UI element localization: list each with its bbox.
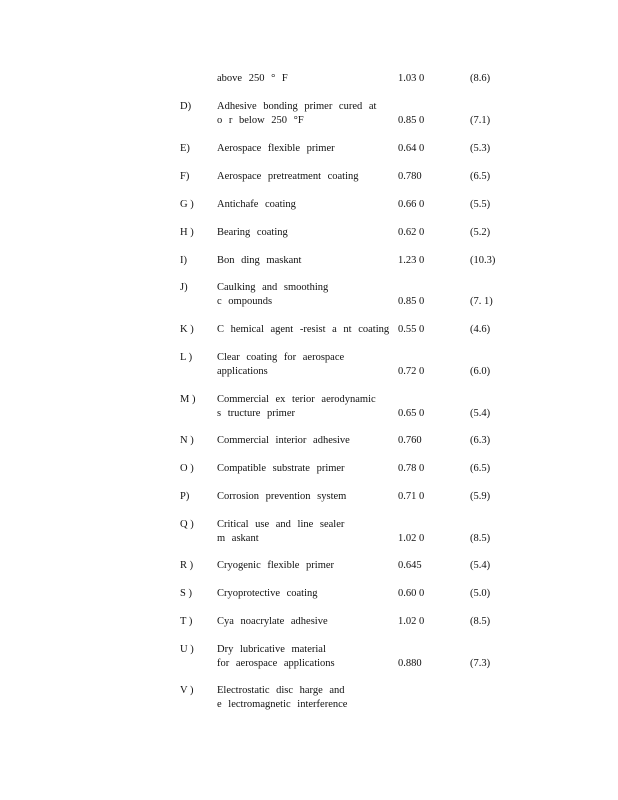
row-description: [217, 72, 387, 86]
description-line: Bon ding maskant: [217, 255, 302, 266]
description-line: for aerospace applications: [217, 658, 335, 669]
row-paren-value: (5.9): [470, 491, 491, 502]
row-paren-value: (6.5): [470, 171, 491, 182]
description-line: m askant: [217, 533, 259, 544]
row-letter: D): [180, 101, 192, 112]
description-line: Dry lubricative material: [217, 644, 326, 655]
description-line: Commercial interior adhesive: [217, 435, 350, 446]
row-description: [217, 434, 387, 448]
row-paren-value: (6.3): [470, 435, 491, 446]
row-paren-value: (7.3): [470, 658, 491, 669]
row-value: 0.65 0: [398, 408, 425, 419]
row-paren-value: (5.3): [470, 143, 491, 154]
description-line: c ompounds: [217, 296, 273, 307]
description-line: Corrosion prevention system: [217, 491, 347, 502]
row-letter: M ): [180, 394, 196, 405]
row-letter: V ): [180, 685, 194, 696]
row-description: [217, 615, 387, 629]
row-letter: G ): [180, 199, 194, 210]
row-description: [217, 490, 387, 504]
description-line: o r below 250 °F: [217, 115, 304, 126]
row-value: 0.85 0: [398, 115, 425, 126]
row-paren-value: (5.2): [470, 227, 491, 238]
row-paren-value: (7.1): [470, 115, 491, 126]
description-line: Commercial ex terior aerodynamic: [217, 394, 376, 405]
row-paren-value: (8.5): [470, 616, 491, 627]
row-letter: N ): [180, 435, 194, 446]
row-description: [217, 643, 387, 671]
description-line: Aerospace pretreatment coating: [217, 171, 359, 182]
row-paren-value: (10.3): [470, 255, 496, 266]
row-letter: O ): [180, 463, 194, 474]
description-line: applications: [217, 366, 268, 377]
row-value: 0.780: [398, 171, 422, 182]
row-description: [217, 323, 390, 337]
row-value: 0.78 0: [398, 463, 425, 474]
row-description: [217, 684, 387, 712]
description-line: C hemical agent -resist a nt coating: [217, 324, 390, 335]
row-description: [217, 351, 387, 379]
row-value: 0.72 0: [398, 366, 425, 377]
row-description: [217, 393, 387, 421]
description-line: Adhesive bonding primer cured at: [217, 101, 377, 112]
row-value: 1.03 0: [398, 73, 425, 84]
row-letter: E): [180, 143, 190, 154]
row-letter: J): [180, 282, 188, 293]
row-description: [217, 170, 387, 184]
row-paren-value: (5.5): [470, 199, 491, 210]
row-description: [217, 587, 387, 601]
row-letter: H ): [180, 227, 194, 238]
description-line: Bearing coating: [217, 227, 288, 238]
row-value: 0.645: [398, 560, 422, 571]
description-line: Critical use and line sealer: [217, 519, 345, 530]
row-value: 1.23 0: [398, 255, 425, 266]
row-paren-value: (8.6): [470, 73, 491, 84]
row-letter: K ): [180, 324, 194, 335]
row-letter: P): [180, 491, 190, 502]
row-letter: U ): [180, 644, 194, 655]
row-description: [217, 559, 387, 573]
row-value: 0.71 0: [398, 491, 425, 502]
row-description: [217, 226, 387, 240]
row-description: [217, 198, 387, 212]
row-value: 0.55 0: [398, 324, 425, 335]
row-value: 0.64 0: [398, 143, 425, 154]
row-value: 0.85 0: [398, 296, 425, 307]
description-line: Antichafe coating: [217, 199, 296, 210]
row-letter: I): [180, 255, 187, 266]
row-value: 1.02 0: [398, 616, 425, 627]
row-value: 0.62 0: [398, 227, 425, 238]
description-line: Electrostatic disc harge and: [217, 685, 345, 696]
description-line: Aerospace flexible primer: [217, 143, 335, 154]
row-description: [217, 518, 387, 546]
row-value: 1.02 0: [398, 533, 425, 544]
row-paren-value: (6.0): [470, 366, 491, 377]
row-value: 0.66 0: [398, 199, 425, 210]
row-letter: Q ): [180, 519, 194, 530]
row-paren-value: (7. 1): [470, 296, 493, 307]
description-line: e lectromagnetic interference: [217, 699, 348, 710]
row-letter: S ): [180, 588, 192, 599]
row-value: 0.60 0: [398, 588, 425, 599]
description-line: s tructure primer: [217, 408, 295, 419]
row-description: [217, 254, 387, 268]
row-paren-value: (4.6): [470, 324, 491, 335]
row-description: [217, 462, 387, 476]
row-letter: F): [180, 171, 190, 182]
row-letter: T ): [180, 616, 193, 627]
description-line: Cryogenic flexible primer: [217, 560, 335, 571]
row-paren-value: (5.0): [470, 588, 491, 599]
row-description: [217, 281, 387, 309]
description-line: Cya noacrylate adhesive: [217, 616, 328, 627]
row-letter: L ): [180, 352, 193, 363]
description-line: above 250 ° F: [217, 73, 288, 84]
row-letter: R ): [180, 560, 194, 571]
description-line: Cryoprotective coating: [217, 588, 318, 599]
row-description: [217, 142, 387, 156]
row-description: [217, 100, 387, 128]
row-value: 0.880: [398, 658, 422, 669]
row-paren-value: (6.5): [470, 463, 491, 474]
description-line: Clear coating for aerospace: [217, 352, 345, 363]
row-paren-value: (5.4): [470, 560, 491, 571]
description-line: Caulking and smoothing: [217, 282, 329, 293]
row-paren-value: (5.4): [470, 408, 491, 419]
row-paren-value: (8.5): [470, 533, 491, 544]
description-line: Compatible substrate primer: [217, 463, 345, 474]
row-value: 0.760: [398, 435, 422, 446]
